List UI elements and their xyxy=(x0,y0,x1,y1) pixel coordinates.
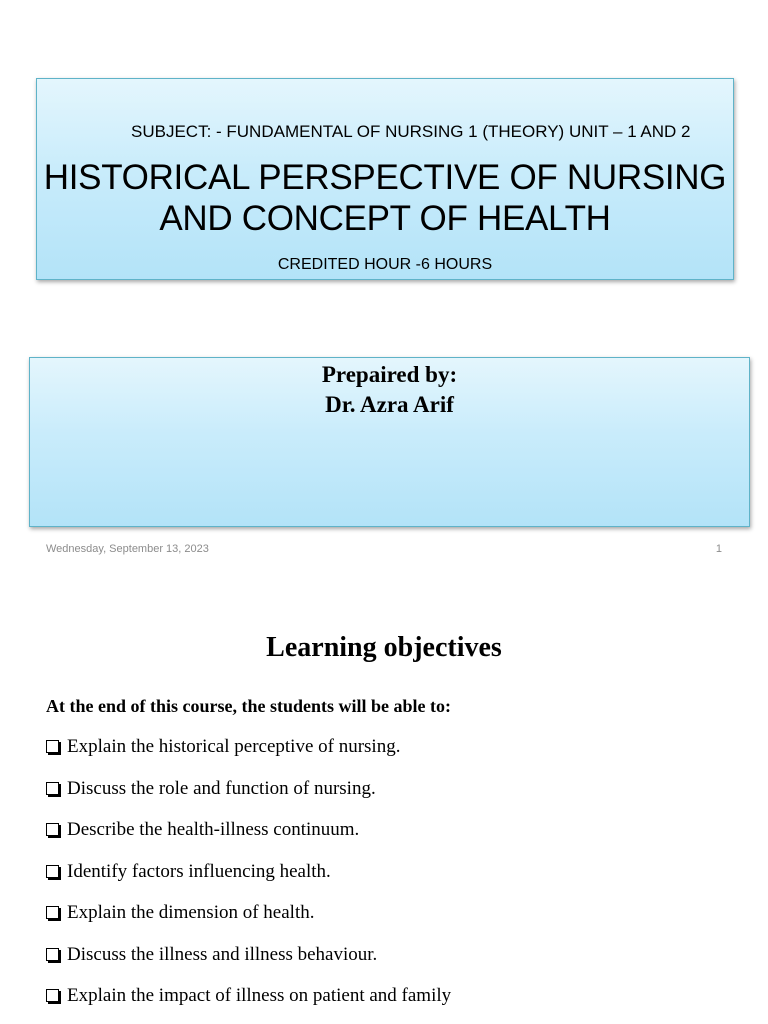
objective-item xyxy=(46,944,451,986)
main-title-line-2: AND CONCEPT OF HEALTH xyxy=(159,199,611,238)
author-box xyxy=(29,357,750,527)
credit-hours: CREDITED HOUR -6 HOURS xyxy=(277,256,493,273)
checkbox-icon xyxy=(46,906,59,919)
objective-text: Explain the dimension of health. xyxy=(67,902,315,923)
objective-text: Explain the impact of illness on patient and family xyxy=(67,985,452,1006)
author-name: Dr. Azra Arif xyxy=(325,392,454,417)
page-number: 1 xyxy=(715,543,722,555)
objective-text: Explain the historical perceptive of nursing. xyxy=(67,736,401,757)
main-title xyxy=(37,157,733,239)
objective-item xyxy=(46,778,451,820)
objective-text: Discuss the illness and illness behaviour. xyxy=(67,943,378,965)
objectives-intro: At the end of this course, the students will be able to: xyxy=(46,696,451,716)
objective-text: Describe the health-illness continuum. xyxy=(67,819,360,840)
objective-item xyxy=(46,902,451,944)
title-box xyxy=(36,78,734,280)
objectives-heading: Learning objectives xyxy=(266,632,502,663)
objective-item xyxy=(46,861,451,903)
objectives-list xyxy=(46,736,451,1024)
checkbox-icon xyxy=(46,823,59,836)
checkbox-icon xyxy=(46,740,59,753)
objective-text: Identify factors influencing health. xyxy=(67,860,331,882)
objective-item xyxy=(46,985,451,1024)
prepared-by-label: Prepaired by: xyxy=(321,362,458,387)
checkbox-icon xyxy=(46,948,59,961)
checkbox-icon xyxy=(46,865,59,878)
subject-line: SUBJECT: - FUNDAMENTAL OF NURSING 1 (THEORY) UNIT – 1 AND 2 xyxy=(131,122,691,141)
objective-item xyxy=(46,819,451,861)
footer-date: Wednesday, September 13, 2023 xyxy=(46,543,209,555)
checkbox-icon xyxy=(46,782,59,795)
checkbox-icon xyxy=(46,989,59,1002)
objective-item xyxy=(46,736,451,778)
objective-text: Discuss the role and function of nursing. xyxy=(67,777,376,799)
main-title-line-1: HISTORICAL PERSPECTIVE OF NURSING xyxy=(43,158,727,197)
